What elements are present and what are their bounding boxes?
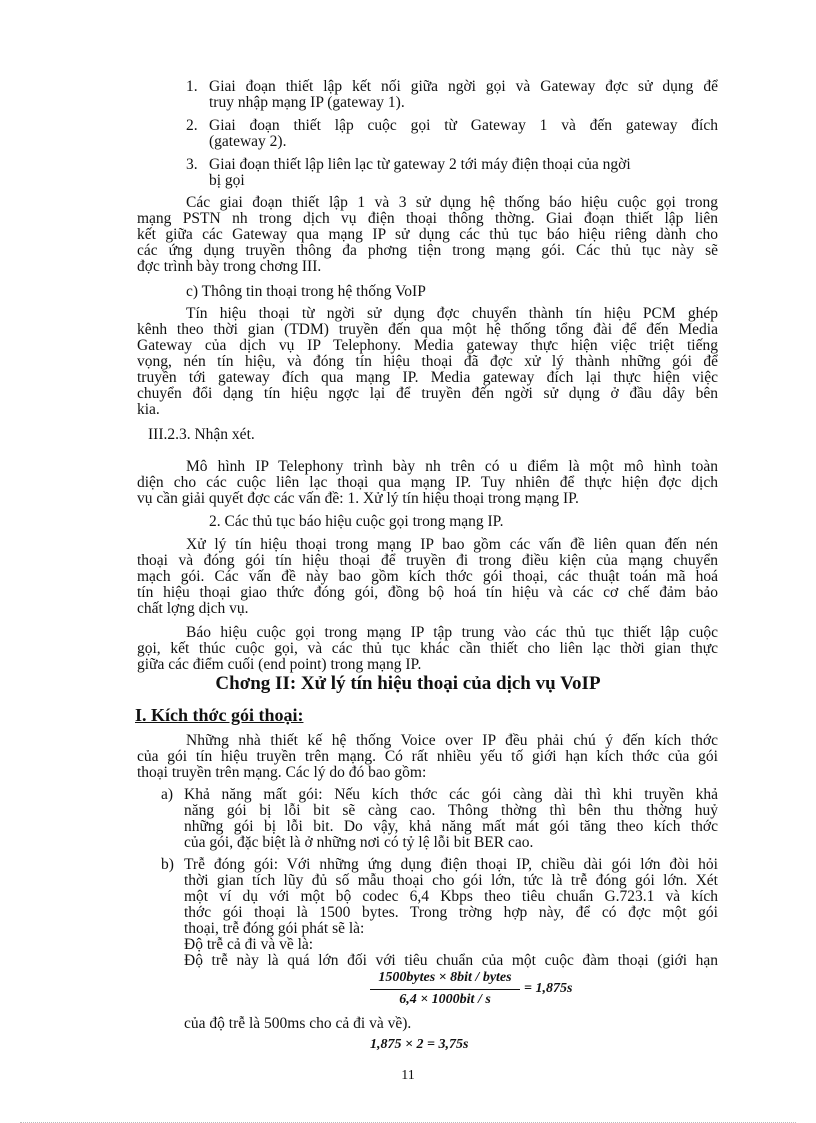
paragraph-line: Các giai đoạn thiết lập 1 và 3 sử dụng hệ thống báo hiệu cuộc gọi trong: [186, 194, 718, 211]
list-item-line: Độ trễ này là quá lớn đối với tiêu chuẩn của một cuộc đàm thoại (giới hạn: [184, 952, 718, 969]
section-heading: III.2.3. Nhận xét.: [148, 426, 255, 443]
list-item-line: (gateway 2).: [209, 133, 287, 150]
paragraph-line: thoại và đóng gói tín hiệu thoại để truyền đi trong điều kiện của mạng chuyển: [137, 552, 718, 569]
round-trip-formula: 1,875 × 2 = 3,75s: [370, 1037, 469, 1052]
page-number: 11: [401, 1068, 415, 1083]
list-item-line: của độ trễ là 500ms cho cả đi và về).: [184, 1015, 412, 1032]
list-item-line: những gói bị lỗi bit. Do vậy, khả năng mất mát gói tăng theo kích thớc: [184, 818, 718, 835]
list-number: 3.: [186, 156, 198, 173]
list-number: 2.: [186, 117, 198, 134]
list-item-line: truy nhập mạng IP (gateway 1).: [209, 94, 405, 111]
list-item-line: thớc gói thoại là 1500 bytes. Trong trờng hợp này, để có đợc một gói: [184, 904, 718, 921]
paragraph-line: các ứng dụng truyền thông đa phơng tiện trong mạng gói. Các thủ tục này sẽ: [137, 242, 718, 259]
paragraph-line: tín hiệu thoại giao thức đóng gói, đồng bộ hoá tín hiệu và các cơ chế đảm bảo: [137, 584, 718, 601]
paragraph-line: thoại truyền trên mạng. Các lý do đó bao gồm:: [137, 764, 427, 781]
list-item-line: Giai đoạn thiết lập cuộc gọi từ Gateway 1 và đến gateway đích: [209, 117, 718, 134]
paragraph-line: Tín hiệu thoại từ ngời sử dụng đợc chuyển thành tín hiệu PCM ghép: [186, 305, 718, 322]
list-number: 1.: [186, 78, 198, 95]
list-item-line: thoại, trễ đóng gói phát sẽ là:: [184, 920, 365, 937]
list-item-line: của gói, đặc biệt là ở những nơi có tỷ lệ lỗi bit BER cao.: [184, 834, 534, 851]
paragraph-line: Xử lý tín hiệu thoại trong mạng IP bao gồm các vấn đề liên quan đến nén: [186, 536, 718, 553]
paragraph-line: gọi, kết thúc cuộc gọi, và các thủ tục khác cần thiết cho liên lạc thời gian thực: [137, 640, 718, 657]
formula-result: = 1,875s: [524, 981, 573, 996]
paragraph-line: Gateway của dịch vụ IP Telephony. Media gateway thực hiện việc triệt tiếng: [137, 337, 718, 354]
subheading: c) Thông tin thoại trong hệ thống VoIP: [186, 283, 426, 300]
list-item-line: Trễ đóng gói: Với những ứng dụng điện thoại IP, chiều dài gói lớn đòi hỏi: [184, 856, 718, 873]
list-marker: b): [161, 856, 174, 873]
list-item-line: Độ trễ cả đi và về là:: [184, 936, 314, 953]
paragraph-line: mạch gói. Các vấn đề này bao gồm kích thớc gói thoại, các thuật toán mã hoá: [137, 568, 718, 585]
paragraph-line: vụ cần giải quyết đợc các vấn đề: 1. Xử lý tín hiệu thoại trong mạng IP.: [137, 490, 579, 507]
paragraph-line: Báo hiệu cuộc gọi trong mạng IP tập trung vào các thủ tục thiết lập cuộc: [186, 624, 718, 641]
fraction-bar: [370, 989, 520, 990]
section-title: I. Kích thớc gói thoại:: [135, 705, 304, 725]
paragraph-line: giữa các điểm cuối (end point) trong mạng IP.: [137, 656, 422, 673]
paragraph-line: chuyển đổi dạng tín hiệu ngợc lại để truyền đến ngời sử dụng ở đầu dây bên: [137, 385, 718, 402]
paragraph-line: kia.: [137, 401, 160, 418]
delay-formula: [368, 970, 578, 1010]
formula-denominator: 6,4 × 1000bit / s: [399, 992, 491, 1007]
list-item-line: Khả năng mất gói: Nếu kích thớc các gói càng dài thì khi truyền khả: [184, 786, 718, 803]
list-item-line: năng gói bị lỗi bit sẽ càng cao. Thông thờng thì bên thu thờng huỷ: [184, 802, 718, 819]
formula-numerator: 1500bytes × 8bit / bytes: [378, 970, 512, 985]
list-item-line: 2. Các thủ tục báo hiệu cuộc gọi trong mạng IP.: [209, 513, 504, 530]
list-item-line: thời gian tích lũy đủ số mẫu thoại cho gói lớn, tức là trễ đóng gói lớn. Xét: [184, 872, 718, 889]
list-item-line: một ví dụ với một bộ codec 6,4 Kbps theo tiêu chuẩn G.723.1 và kích: [184, 888, 718, 905]
list-item-line: Giai đoạn thiết lập liên lạc từ gateway 2 tới máy điện thoại của ngời: [209, 156, 631, 173]
list-item-line: Giai đoạn thiết lập kết nối giữa ngời gọi và Gateway đợc sử dụng để: [209, 78, 718, 95]
paragraph-line: của gói tín hiệu truyền trên mạng. Có rất nhiều yếu tố giới hạn kích thớc của gói: [137, 748, 718, 765]
paragraph-line: mạng PSTN nh trong dịch vụ điện thoại thông thờng. Giai đoạn thiết lập liên: [137, 210, 718, 227]
paragraph-line: truyền tới gateway đích qua mạng IP. Media gateway đích lại thực hiện việc: [137, 369, 718, 386]
paragraph-line: kênh theo thời gian (TDM) truyền đến qua một hệ thống tổng đài để đến Media: [137, 321, 718, 338]
paragraph-line: Mô hình IP Telephony trình bày nh trên có u điểm là một mô hình toàn: [186, 458, 718, 475]
list-item-line: bị gọi: [209, 172, 245, 189]
paragraph-line: đợc trình bày trong chơng III.: [137, 258, 322, 275]
list-marker: a): [161, 786, 174, 803]
paragraph-line: diện cho các cuộc liên lạc thoại qua mạng IP. Tuy nhiên để thực hiện đợc dịch: [137, 474, 718, 491]
paragraph-line: chất lợng dịch vụ.: [137, 600, 249, 617]
paragraph-line: Những nhà thiết kế hệ thống Voice over IP đều phải chú ý đến kích thớc: [186, 732, 718, 749]
chapter-title: Chơng II: Xử lý tín hiệu thoại của dịch vụ VoIP: [215, 673, 601, 694]
paragraph-line: kết giữa các Gateway qua mạng IP sử dụng các thủ tục báo hiệu riêng dành cho: [137, 226, 718, 243]
paragraph-line: vọng, nén tín hiệu, và đóng tín hiệu thoại đã đợc xử lý thành những gói để: [137, 353, 718, 370]
